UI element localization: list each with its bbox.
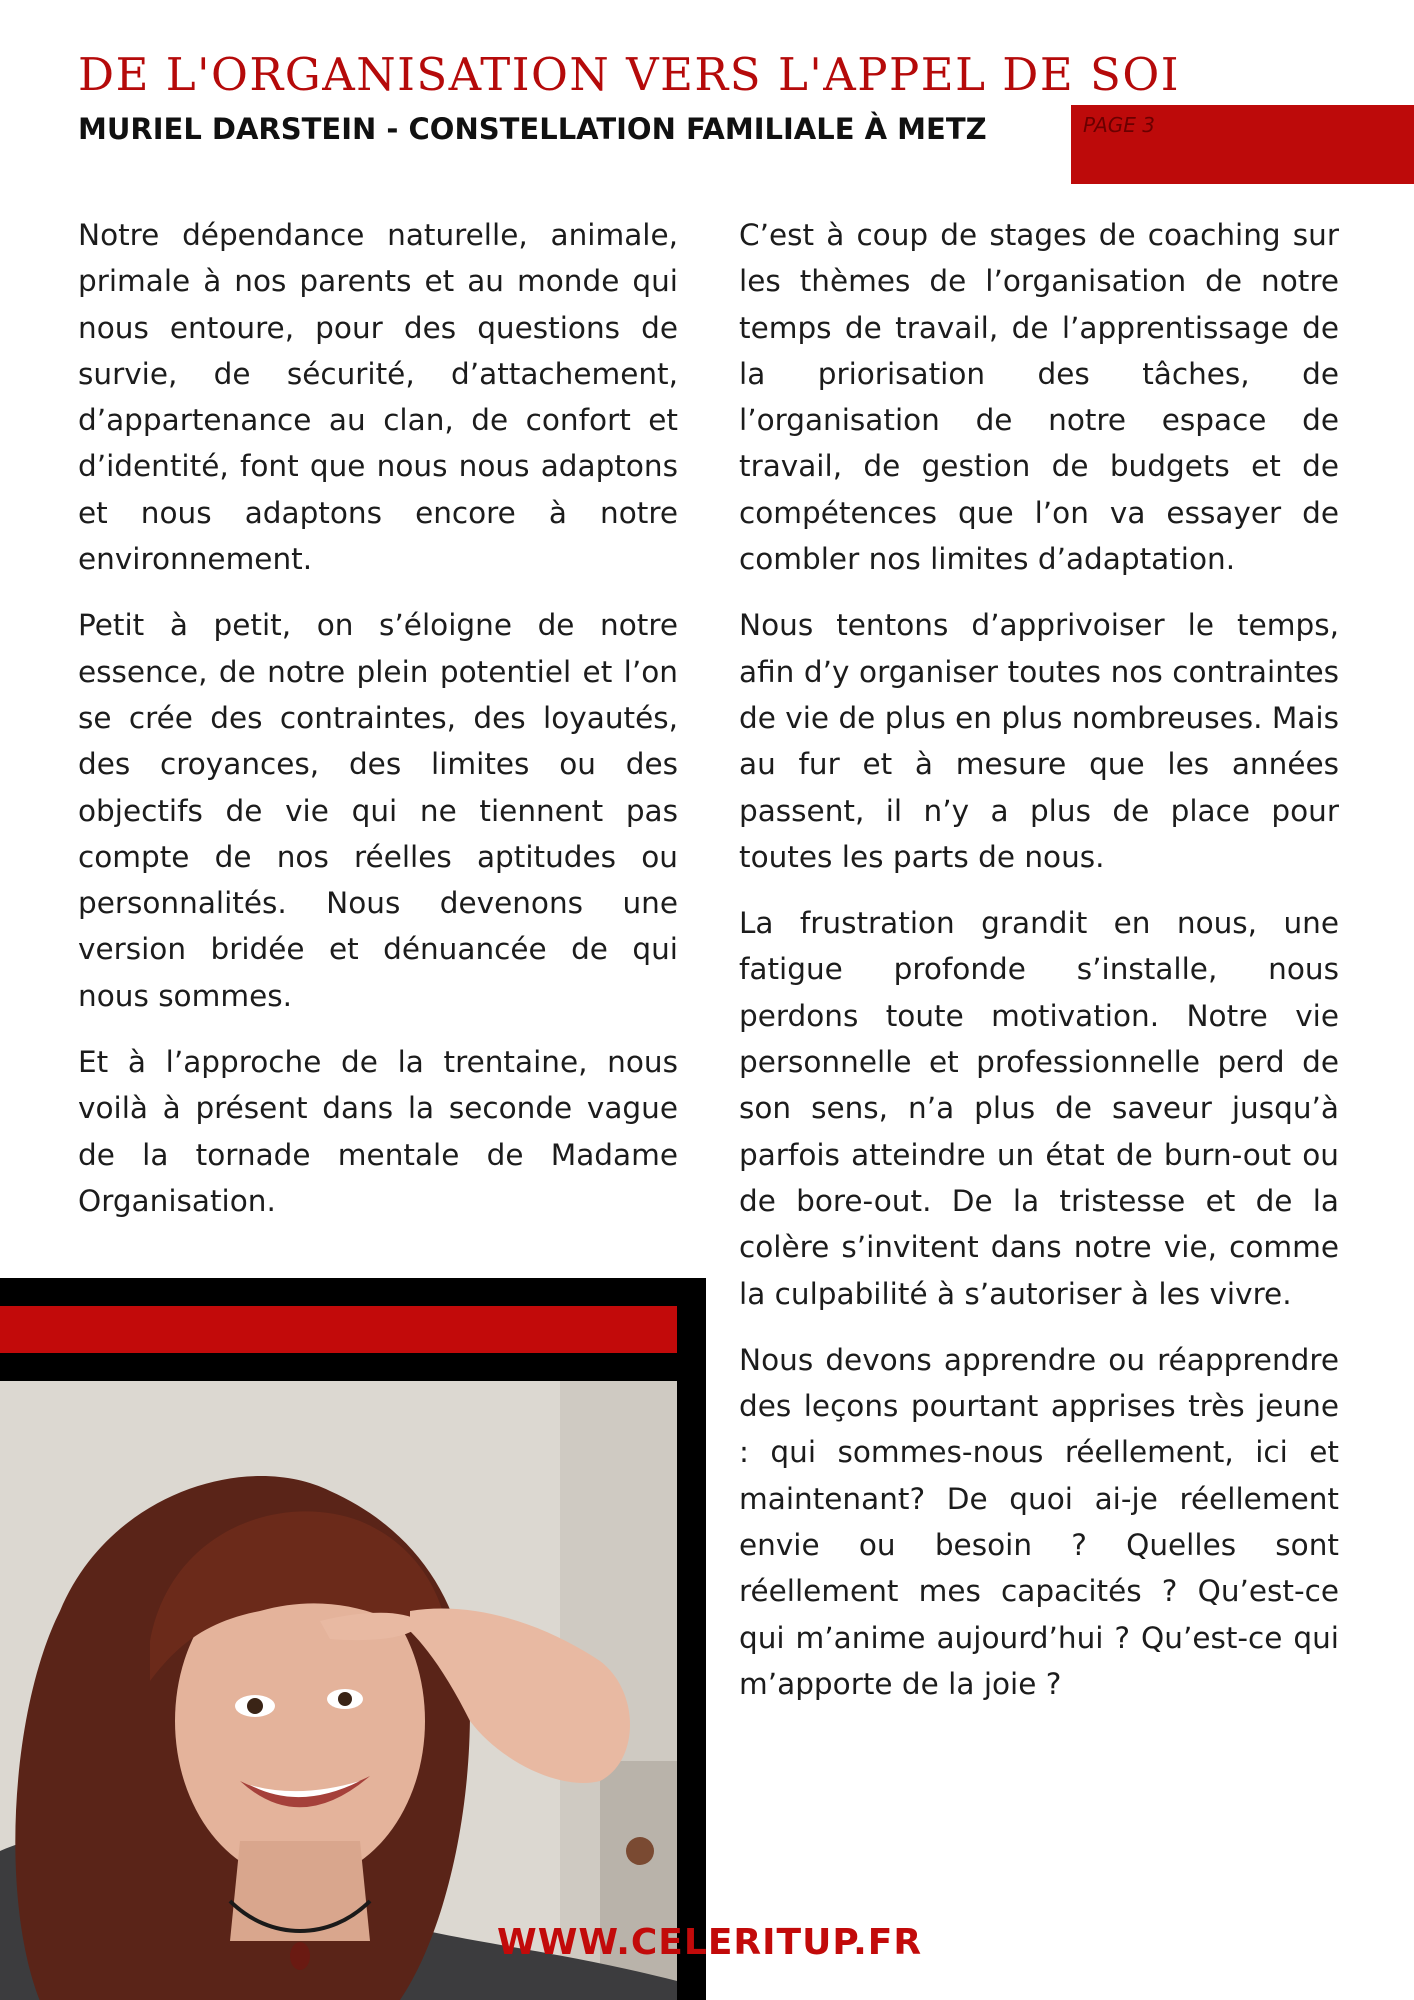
article-left-column [78, 212, 678, 1244]
page-subtitle: MURIEL DARSTEIN - CONSTELLATION FAMILIALE À METZ [78, 112, 987, 146]
paragraph: Nous devons apprendre ou réapprendre des leçons pourtant apprises très jeune : qui sommes-nous réellement, ici et maintenant? De quoi ai-je réellement envie ou besoin ? Quelles sont réellement mes capacités ? Qu’est-ce qui m’anime aujourd’hui ? Qu’est-ce qui m’apporte de la joie ? [739, 1342, 1339, 1701]
article-right-column [739, 212, 1339, 1727]
website-link[interactable]: WWW.CELERITUP.FR [497, 1922, 923, 1963]
paragraph: Notre dépendance naturelle, animale, primale à nos parents et au monde qui nous entoure, pour des questions de survie, de sécurité, d’attachement, d’appartenance au clan, de confort et d’identité, font que nous nous adaptons et nous adaptons encore à notre environnement. [78, 218, 678, 577]
page-number: PAGE 3 [1083, 113, 1155, 137]
decorative-red-bar [0, 1306, 677, 1353]
author-photo [0, 1381, 677, 2000]
paragraph: Nous tentons d’apprivoiser le temps, afin d’y organiser toutes nos contraintes de vie de plus en plus nombreuses. Mais au fur et à mesure que les années passent, il n’y a plus de place pour toutes les parts de nous. [739, 608, 1339, 874]
photo-frame [0, 1278, 706, 2000]
paragraph: Et à l’approche de la trentaine, nous voilà à présent dans la seconde vague de la tornade mentale de Madame Organisation. [78, 1045, 678, 1218]
paragraph: Petit à petit, on s’éloigne de notre essence, de notre plein potentiel et l’on se crée des contraintes, des loyautés, des croyances, des limites ou des objectifs de vie qui ne tiennent pas compte de nos réelles aptitudes ou personnalités. Nous devenons une version bridée et dénuancée de qui nous sommes. [78, 608, 678, 1013]
paragraph: C’est à coup de stages de coaching sur les thèmes de l’organisation de notre temps de travail, de l’apprentissage de la priorisation des tâches, de l’organisation de notre espace de travail, de gestion de budgets et de compétences que l’on va essayer de combler nos limites d’adaptation. [739, 218, 1339, 577]
page-title: DE L'ORGANISATION VERS L'APPEL DE SOI [78, 48, 1181, 101]
paragraph: La frustration grandit en nous, une fatigue profonde s’installe, nous perdons toute motivation. Notre vie personnelle et professionnelle perd de son sens, n’a plus de saveur jusqu’à parfois atteindre un état de burn-out ou de bore-out. De la tristesse et de la colère s’invitent dans notre vie, comme la culpabilité à s’autoriser à les vivre. [739, 906, 1339, 1311]
page-number-tab [1071, 105, 1414, 184]
